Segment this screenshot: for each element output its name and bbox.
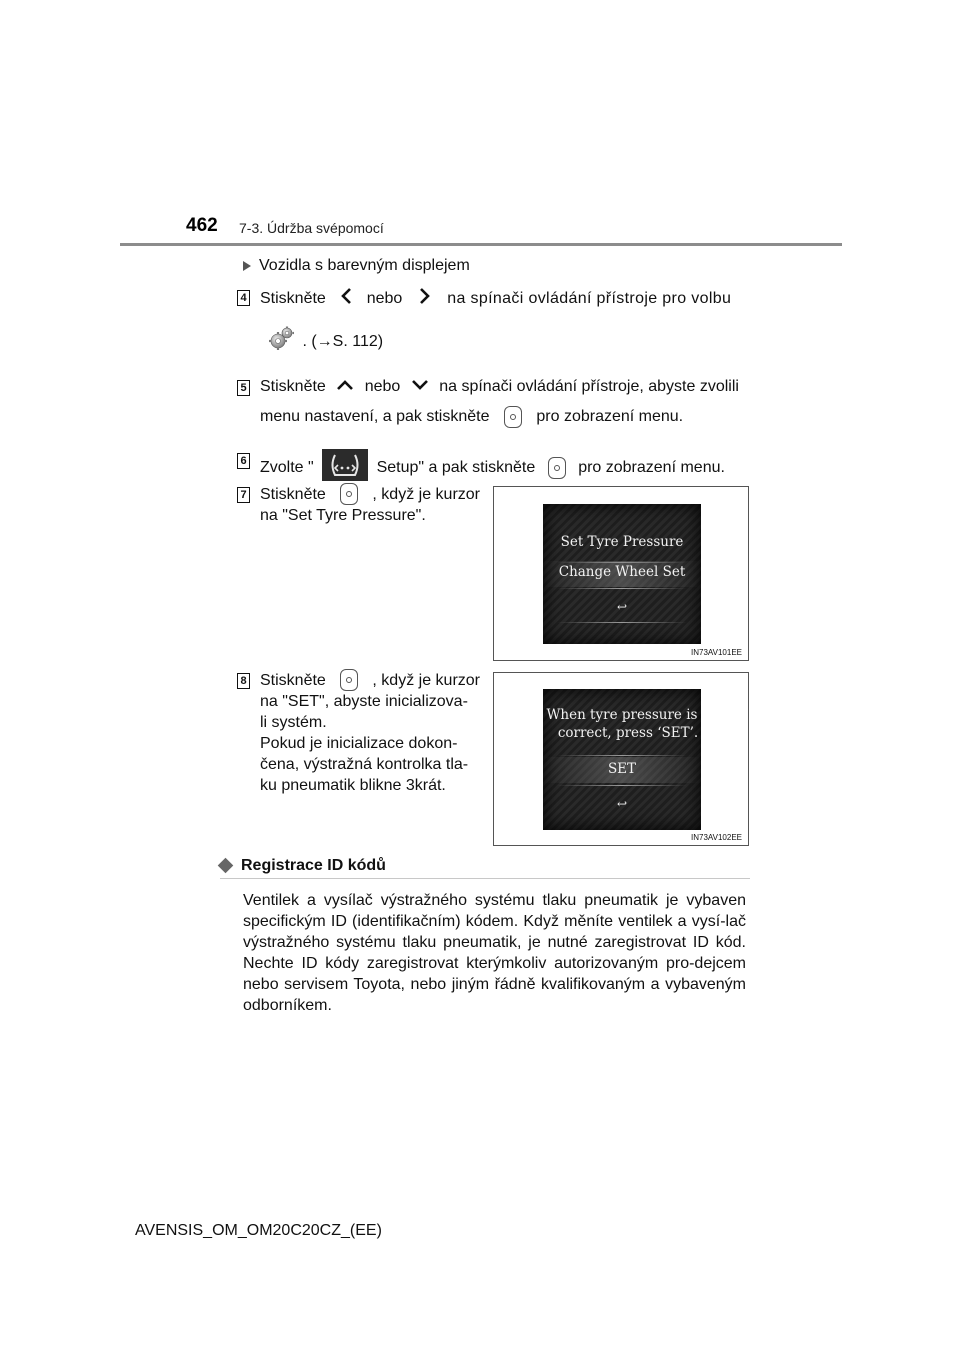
step-text: , když je kurzor <box>372 671 480 689</box>
step-badge-6: 6 <box>237 453 250 469</box>
display-screen <box>543 504 701 644</box>
menu-divider <box>557 622 687 623</box>
back-icon: ↩ <box>616 600 628 614</box>
ok-button-icon <box>548 457 566 479</box>
prompt-line-1: When tyre pressure is <box>546 707 698 723</box>
manual-code: AVENSIS_OM_OM20C20CZ_(EE) <box>135 1222 382 1239</box>
chevron-down-icon <box>411 376 429 397</box>
bullet-triangle-icon <box>243 261 251 271</box>
subsection-body: Ventilek a vysílač výstražného systému tlaku pneumatik je vybaven specifickým ID (identifikačním) kódem. Když měníte ventilek a vysí-lač výstražného systému tlaku pneumatik, je nutné zaregistrovat ID kód. Nechte ID kódy zaregistrovat kterýmkoliv autorizovaným pro-dejcem nebo servisem Toyota, nebo jiným řádně kvalifikovaným a vybaveným odborníkem. <box>243 892 746 1014</box>
step-badge-7: 7 <box>237 487 250 503</box>
variant-label-row <box>243 255 470 276</box>
ok-button-icon <box>340 669 358 691</box>
section-title: 7-3. Údržba svépomocí <box>239 220 384 236</box>
step-text: , když je kurzor <box>372 485 480 503</box>
step-4-line-2 <box>268 326 383 358</box>
ok-button-icon <box>340 483 358 505</box>
step-badge-4: 4 <box>237 290 250 306</box>
tyre-pressure-warning-icon <box>322 449 368 487</box>
step-text: Stiskněte <box>260 378 326 395</box>
step-badge-5: 5 <box>237 380 250 396</box>
step-7-text <box>260 483 480 526</box>
gears-icon <box>268 326 294 358</box>
ok-button-icon <box>504 406 522 428</box>
chevron-up-icon <box>336 376 354 397</box>
subsection-heading <box>220 855 386 876</box>
step-text: na spínači ovládání přístroje, abyste zvolili <box>439 378 739 395</box>
variant-label: Vozidla s barevným displejem <box>259 257 470 274</box>
step-4-line-1 <box>260 287 746 311</box>
step-8-line-1 <box>260 669 480 691</box>
step-6-line <box>260 449 725 487</box>
set-option: SET <box>543 757 701 783</box>
step-text: na spínači ovládání přístroje pro volbu <box>447 290 732 308</box>
step-text: nebo <box>366 290 403 308</box>
menu-divider <box>557 785 687 786</box>
display-screen <box>543 689 701 830</box>
subsection-title: Registrace ID kódů <box>241 857 386 874</box>
subsection-divider <box>220 878 750 879</box>
step-8-text <box>260 669 480 796</box>
figure-code: IN73AV101EE <box>691 648 742 657</box>
figure-confirm-set <box>493 672 749 846</box>
step-text: Zvolte " <box>260 459 314 477</box>
menu-divider <box>557 755 687 756</box>
menu-item-change-wheel-set: Change Wheel Set <box>543 561 701 587</box>
back-icon: ↩ <box>616 797 628 811</box>
step-text: čena, výstražná kontrolka tla- <box>260 756 469 773</box>
header-divider <box>120 243 842 246</box>
step-text: pro zobrazení menu. <box>536 408 684 426</box>
diamond-bullet-icon <box>218 858 234 874</box>
step-text: Setup" a pak stiskněte <box>376 459 536 477</box>
step-text: na "Set Tyre Pressure". <box>260 507 426 524</box>
step-5-line-1 <box>260 376 746 397</box>
menu-divider <box>557 588 687 589</box>
step-text: Stiskněte <box>260 485 326 503</box>
step-text: ku pneumatik blikne 3krát. <box>260 777 446 794</box>
step-text: nebo <box>364 378 401 395</box>
page-number: 462 <box>186 215 218 236</box>
step-text: Stiskněte <box>260 671 326 689</box>
step-text: na "SET", abyste inicializova- <box>260 693 468 710</box>
figure-set-tyre-pressure <box>493 486 749 661</box>
step-text: Pokud je inicializace dokon- <box>260 735 458 752</box>
step-badge-8: 8 <box>237 673 250 689</box>
step-5-line-2 <box>260 406 683 428</box>
step-text: pro zobrazení menu. <box>578 459 725 477</box>
step-text: li systém. <box>260 714 327 731</box>
chevron-right-icon <box>419 287 431 311</box>
prompt-line-2: correct, press ‘SET’. <box>557 725 699 741</box>
step-text: Stiskněte <box>260 290 326 308</box>
step-7-line-1 <box>260 483 480 505</box>
menu-item-set-tyre-pressure: Set Tyre Pressure <box>560 534 684 550</box>
step-text: menu nastavení, a pak stiskněte <box>260 408 490 426</box>
step-text: . (→S. 112) <box>302 333 384 351</box>
chevron-left-icon <box>340 287 352 311</box>
figure-code: IN73AV102EE <box>691 833 742 842</box>
